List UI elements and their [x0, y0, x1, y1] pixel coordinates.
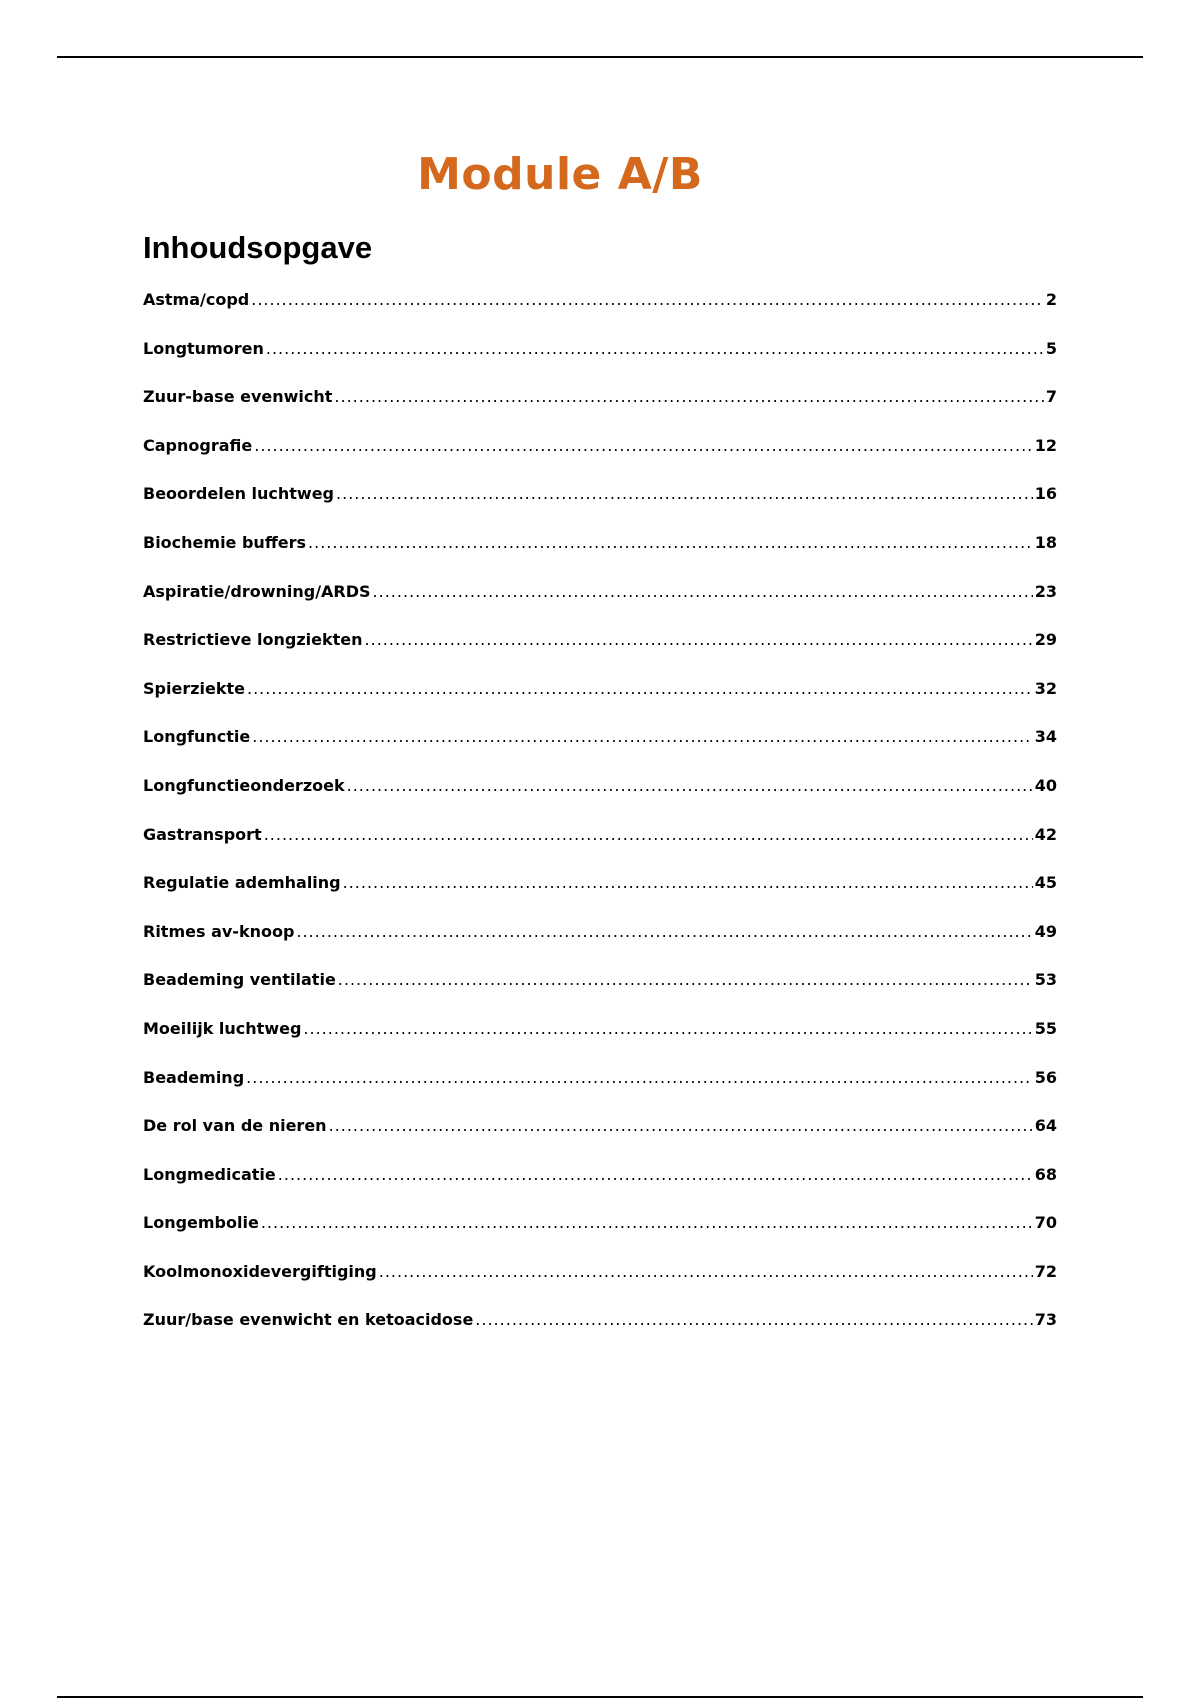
toc-leader-dots — [296, 922, 1032, 942]
toc-entry[interactable] — [143, 679, 1057, 728]
toc-entry[interactable] — [143, 1213, 1057, 1262]
toc-entry-page: 42 — [1034, 824, 1057, 844]
toc-entry-label: De rol van de nieren — [143, 1116, 327, 1136]
toc-entry[interactable] — [143, 922, 1057, 971]
toc-entry-label: Capnografie — [143, 435, 253, 455]
table-of-contents — [143, 290, 1057, 1359]
toc-entry-page: 7 — [1045, 387, 1057, 407]
toc-leader-dots — [379, 1262, 1033, 1282]
toc-entry-label: Beademing ventilatie — [143, 970, 336, 990]
toc-leader-dots — [343, 873, 1033, 893]
document-title: Module A/B — [417, 149, 703, 200]
toc-leader-dots — [373, 582, 1033, 602]
toc-entry-page: 72 — [1034, 1261, 1057, 1281]
toc-entry[interactable] — [143, 825, 1057, 874]
toc-entry-page: 40 — [1034, 775, 1057, 795]
toc-entry[interactable] — [143, 436, 1057, 485]
toc-entry-label: Beoordelen luchtweg — [143, 484, 335, 504]
toc-leader-dots — [261, 1213, 1033, 1233]
toc-entry[interactable] — [143, 1116, 1057, 1165]
toc-leader-dots — [329, 1116, 1033, 1136]
toc-entry[interactable] — [143, 484, 1057, 533]
toc-entry-page: 49 — [1034, 921, 1057, 941]
toc-entry-label: Longmedicatie — [143, 1164, 276, 1184]
toc-leader-dots — [266, 339, 1044, 359]
toc-leader-dots — [475, 1310, 1032, 1330]
toc-entry-page: 2 — [1045, 290, 1057, 309]
footer-rule — [57, 1696, 1143, 1698]
toc-entry-label: Aspiratie/drowning/ARDS — [143, 581, 371, 601]
toc-entry[interactable] — [143, 1019, 1057, 1068]
toc-entry[interactable] — [143, 873, 1057, 922]
toc-entry-label: Beademing — [143, 1067, 245, 1087]
toc-leader-dots — [246, 1068, 1033, 1088]
toc-leader-dots — [303, 1019, 1032, 1039]
toc-leader-dots — [278, 1165, 1033, 1185]
header-rule — [57, 56, 1143, 58]
toc-entry-label: Spierziekte — [143, 678, 245, 698]
toc-leader-dots — [247, 679, 1033, 699]
toc-entry-label: Zuur/base evenwicht en ketoacidose — [143, 1310, 474, 1330]
toc-leader-dots — [338, 970, 1033, 990]
toc-leader-dots — [347, 776, 1033, 796]
toc-entry[interactable] — [143, 387, 1057, 436]
toc-entry[interactable] — [143, 1262, 1057, 1311]
toc-entry-page: 55 — [1034, 1018, 1057, 1038]
toc-heading: Inhoudsopgave — [143, 230, 373, 265]
toc-entry-page: 12 — [1034, 435, 1057, 455]
toc-leader-dots — [252, 727, 1032, 747]
toc-entry-label: Zuur-base evenwicht — [143, 387, 333, 407]
toc-entry-page: 29 — [1034, 630, 1057, 650]
toc-entry-page: 23 — [1034, 581, 1057, 601]
toc-entry-label: Longfunctie — [143, 727, 251, 747]
toc-entry[interactable] — [143, 727, 1057, 776]
toc-leader-dots — [334, 387, 1043, 407]
toc-entry[interactable] — [143, 1165, 1057, 1214]
toc-entry-page: 5 — [1045, 338, 1057, 358]
toc-leader-dots — [308, 533, 1033, 553]
toc-entry-label: Restrictieve longziekten — [143, 630, 363, 650]
toc-entry-page: 64 — [1034, 1116, 1057, 1136]
toc-entry-page: 18 — [1034, 532, 1057, 552]
toc-entry[interactable] — [143, 970, 1057, 1019]
toc-entry-page: 32 — [1034, 678, 1057, 698]
toc-entry[interactable] — [143, 630, 1057, 679]
toc-entry-label: Koolmonoxidevergiftiging — [143, 1261, 377, 1281]
toc-entry[interactable] — [143, 339, 1057, 388]
toc-entry-page: 53 — [1034, 970, 1057, 990]
toc-entry-label: Longtumoren — [143, 338, 264, 358]
toc-entry[interactable] — [143, 1310, 1057, 1359]
toc-entry-page: 56 — [1034, 1067, 1057, 1087]
toc-entry-label: Ritmes av-knoop — [143, 921, 295, 941]
toc-leader-dots — [264, 825, 1033, 845]
toc-entry[interactable] — [143, 582, 1057, 631]
toc-entry-page: 16 — [1034, 484, 1057, 504]
toc-entry[interactable] — [143, 1068, 1057, 1117]
toc-leader-dots — [365, 630, 1033, 650]
toc-entry-label: Astma/copd — [143, 290, 250, 309]
toc-entry-label: Longembolie — [143, 1213, 259, 1233]
toc-entry-page: 68 — [1034, 1164, 1057, 1184]
toc-entry-label: Moeilijk luchtweg — [143, 1018, 302, 1038]
toc-entry-page: 73 — [1034, 1310, 1057, 1330]
toc-entry[interactable] — [143, 290, 1057, 339]
toc-entry-label: Gastransport — [143, 824, 262, 844]
toc-entry-page: 34 — [1034, 727, 1057, 747]
toc-entry-label: Regulatie ademhaling — [143, 873, 341, 893]
toc-leader-dots — [251, 290, 1044, 310]
toc-entry-page: 45 — [1034, 873, 1057, 893]
toc-entry-label: Biochemie buffers — [143, 532, 307, 552]
toc-entry[interactable] — [143, 533, 1057, 582]
toc-entry-label: Longfunctieonderzoek — [143, 775, 345, 795]
toc-entry[interactable] — [143, 776, 1057, 825]
toc-leader-dots — [254, 436, 1033, 456]
toc-leader-dots — [336, 484, 1033, 504]
toc-entry-page: 70 — [1034, 1213, 1057, 1233]
